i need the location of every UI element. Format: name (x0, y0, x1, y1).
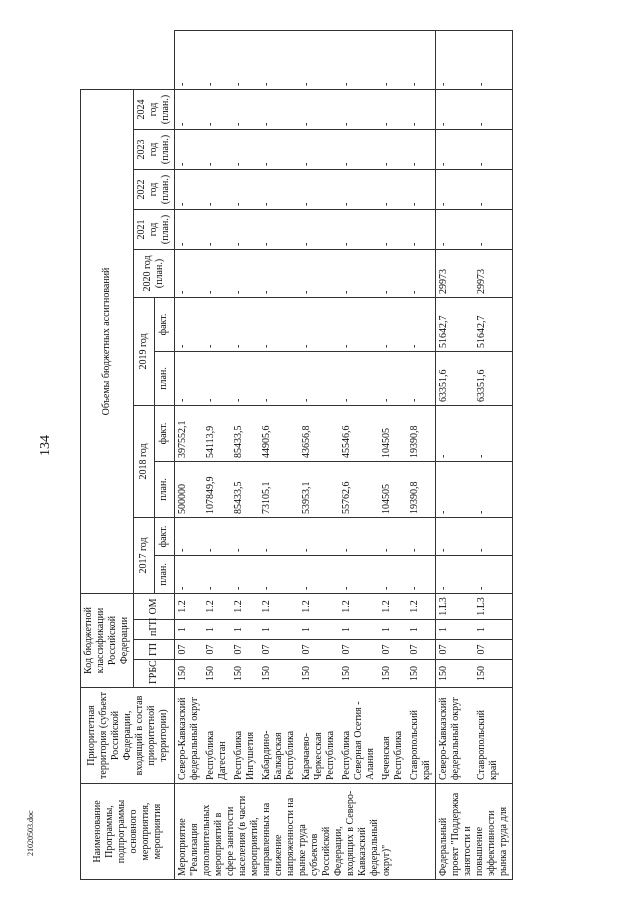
value-cell: 51642,7 (436, 297, 475, 351)
value-cell: - (436, 89, 475, 129)
table-row (339, 31, 379, 880)
value-cell: - (259, 89, 299, 129)
value-cell: 45546,6 (339, 405, 379, 461)
value-cell: - (339, 351, 379, 405)
om-cell: 1.L3 (474, 593, 513, 619)
header-name: Наименование Программы, подпрограммы основного мероприятия, мероприятия (81, 784, 175, 880)
value-cell: - (474, 555, 513, 593)
value-cell: - (259, 209, 299, 249)
gp-cell: 07 (474, 640, 513, 660)
header-2019-plan: план. (154, 351, 175, 405)
value-cell: - (379, 555, 407, 593)
pgp-cell: 1 (259, 620, 299, 640)
value-cell: - (339, 209, 379, 249)
table-row (203, 31, 231, 880)
value-cell: - (203, 89, 231, 129)
pgp-cell: 1 (474, 620, 513, 640)
header-2018: 2018 год (134, 405, 155, 517)
value-cell: - (436, 461, 475, 517)
territory-cell: Республика Северная Осетия - Алания (339, 688, 379, 784)
value-cell: - (436, 405, 475, 461)
value-cell: - (203, 169, 231, 209)
table-row (231, 31, 259, 880)
value-cell: - (436, 555, 475, 593)
value-cell: - (436, 129, 475, 169)
value-cell: - (175, 297, 204, 351)
value-cell: - (231, 249, 259, 297)
header-budget: Объемы бюджетных ассигнований (81, 89, 134, 593)
value-cell: - (175, 351, 204, 405)
value-cell: - (474, 209, 513, 249)
value-cell: - (407, 297, 436, 351)
table-row (407, 31, 436, 880)
om-cell: 1.2 (259, 593, 299, 619)
value-cell: - (231, 555, 259, 593)
value-cell: - (175, 249, 204, 297)
table-row (299, 31, 339, 880)
om-cell: 1.2 (175, 593, 204, 619)
row-name-cell: Мероприятие "Реализация дополнительных мероприятий в сфере занятости населения (в части мероприятий, направленных на снижение напряженности на рынке труда субъектов Российской Федерации, входящих в Северо-Кавказский федеральный округ)" (175, 784, 436, 880)
grbs-cell: 150 (299, 660, 339, 688)
value-cell: 54113,9 (203, 405, 231, 461)
value-cell: - (259, 129, 299, 169)
territory-cell: Республика Ингушетия (231, 688, 259, 784)
value-cell: - (407, 517, 436, 555)
value-cell: 63351,6 (436, 351, 475, 405)
value-cell: - (379, 209, 407, 249)
pgp-cell: 1 (379, 620, 407, 640)
gp-cell: 07 (436, 640, 475, 660)
value-cell: - (407, 169, 436, 209)
gp-cell: 07 (259, 640, 299, 660)
value-cell: - (379, 249, 407, 297)
territory-cell: Карачаево-Черкесская Республика (299, 688, 339, 784)
grbs-cell: 150 (436, 660, 475, 688)
value-cell: - (474, 517, 513, 555)
gp-cell: 07 (379, 640, 407, 660)
pgp-cell: 1 (175, 620, 204, 640)
header-2020: 2020 год (план.) (134, 249, 175, 297)
value-cell: 51642,7 (474, 297, 513, 351)
value-cell: - (203, 31, 231, 90)
om-cell: 1.2 (407, 593, 436, 619)
value-cell: - (339, 249, 379, 297)
value-cell: - (259, 517, 299, 555)
gp-cell: 07 (299, 640, 339, 660)
table-body (175, 31, 513, 880)
pgp-cell: 1 (231, 620, 259, 640)
table-row (175, 31, 204, 880)
value-cell: - (474, 129, 513, 169)
value-cell: - (175, 209, 204, 249)
value-cell: 55762,6 (339, 461, 379, 517)
gp-cell: 07 (407, 640, 436, 660)
value-cell: - (259, 555, 299, 593)
value-cell: 19390,8 (407, 405, 436, 461)
grbs-cell: 150 (474, 660, 513, 688)
pgp-cell: 1 (407, 620, 436, 640)
budget-table (80, 30, 513, 880)
value-cell: - (299, 351, 339, 405)
header-2022: 2022 год (план.) (134, 169, 175, 209)
value-cell: 29973 (436, 249, 475, 297)
value-cell: - (299, 89, 339, 129)
header-territory: Приоритетная территория (субъект Российской Федерации, входящий в состав приоритетной территории) (81, 688, 175, 784)
header-2023: 2023 год (план.) (134, 129, 175, 169)
value-cell: - (299, 517, 339, 555)
value-cell: - (299, 297, 339, 351)
page-number: 134 (38, 435, 53, 456)
header-gp: ГП (134, 640, 175, 660)
value-cell: - (407, 89, 436, 129)
value-cell: - (203, 351, 231, 405)
value-cell: - (474, 31, 513, 90)
header-2019: 2019 год (134, 297, 155, 405)
value-cell: - (407, 209, 436, 249)
value-cell: - (203, 129, 231, 169)
territory-cell: Республика Дагестан (203, 688, 231, 784)
value-cell: - (231, 517, 259, 555)
gp-cell: 07 (203, 640, 231, 660)
value-cell: - (175, 129, 204, 169)
value-cell: - (379, 351, 407, 405)
value-cell: - (407, 555, 436, 593)
value-cell: - (175, 31, 204, 90)
value-cell: - (175, 169, 204, 209)
table-row (436, 31, 475, 880)
value-cell: - (203, 209, 231, 249)
value-cell: - (407, 351, 436, 405)
value-cell: - (436, 31, 475, 90)
value-cell: 44905,6 (259, 405, 299, 461)
value-cell: - (203, 249, 231, 297)
value-cell: - (379, 129, 407, 169)
value-cell: - (299, 209, 339, 249)
value-cell: - (259, 31, 299, 90)
value-cell: 19390,8 (407, 461, 436, 517)
value-cell: - (339, 517, 379, 555)
value-cell: - (259, 169, 299, 209)
header-2017: 2017 год (134, 517, 155, 593)
header-2021: 2021 год (план.) (134, 209, 175, 249)
gp-cell: 07 (339, 640, 379, 660)
value-cell: - (339, 89, 379, 129)
value-cell: 29973 (474, 249, 513, 297)
om-cell: 1.2 (339, 593, 379, 619)
pgp-cell: 1 (203, 620, 231, 640)
value-cell: - (379, 31, 407, 90)
value-cell: - (299, 169, 339, 209)
value-cell: - (231, 169, 259, 209)
value-cell: - (231, 89, 259, 129)
value-cell: - (231, 31, 259, 90)
header-2018-plan: план. (154, 461, 175, 517)
value-cell: - (339, 297, 379, 351)
value-cell: - (474, 89, 513, 129)
value-cell: - (203, 517, 231, 555)
value-cell: 43656,8 (299, 405, 339, 461)
grbs-cell: 150 (175, 660, 204, 688)
value-cell: - (175, 89, 204, 129)
header-2017-plan: план. (154, 555, 175, 593)
value-cell: - (259, 351, 299, 405)
value-cell: 104505 (379, 405, 407, 461)
grbs-cell: 150 (203, 660, 231, 688)
header-pgp: пГП (134, 620, 175, 640)
territory-cell: Ставропольский край (407, 688, 436, 784)
value-cell: - (407, 129, 436, 169)
pgp-cell: 1 (436, 620, 475, 640)
pgp-cell: 1 (339, 620, 379, 640)
value-cell: - (474, 169, 513, 209)
territory-cell: Ставропольский край (474, 688, 513, 784)
grbs-cell: 150 (379, 660, 407, 688)
territory-cell: Чеченская Республика (379, 688, 407, 784)
om-cell: 1.2 (299, 593, 339, 619)
value-cell: 85433,5 (231, 405, 259, 461)
value-cell: - (259, 249, 299, 297)
grbs-cell: 150 (339, 660, 379, 688)
header-2018-fact: факт. (154, 405, 175, 461)
value-cell: 104505 (379, 461, 407, 517)
value-cell: - (436, 209, 475, 249)
gp-cell: 07 (231, 640, 259, 660)
value-cell: - (339, 555, 379, 593)
territory-cell: Северо-Кавказский федеральный округ (436, 688, 475, 784)
value-cell: - (231, 129, 259, 169)
value-cell: 85433,5 (231, 461, 259, 517)
value-cell: - (339, 129, 379, 169)
value-cell: - (231, 209, 259, 249)
value-cell: - (407, 31, 436, 90)
om-cell: 1.2 (231, 593, 259, 619)
value-cell: - (407, 249, 436, 297)
value-cell: - (379, 297, 407, 351)
gp-cell: 07 (175, 640, 204, 660)
pgp-cell: 1 (299, 620, 339, 640)
value-cell: - (436, 517, 475, 555)
value-cell: - (231, 297, 259, 351)
value-cell: - (474, 405, 513, 461)
table-row (259, 31, 299, 880)
value-cell: 107849,9 (203, 461, 231, 517)
value-cell: 53953,1 (299, 461, 339, 517)
grbs-cell: 150 (231, 660, 259, 688)
rotated-sheet (80, 30, 580, 880)
om-cell: 1.2 (203, 593, 231, 619)
value-cell: - (436, 169, 475, 209)
value-cell: - (474, 461, 513, 517)
value-cell: - (175, 517, 204, 555)
value-cell: - (299, 555, 339, 593)
value-cell: - (203, 297, 231, 351)
value-cell: - (379, 89, 407, 129)
footer-filename: 21020503.doc (26, 810, 35, 856)
om-cell: 1.L3 (436, 593, 475, 619)
value-cell: - (379, 517, 407, 555)
value-cell: - (259, 297, 299, 351)
value-cell: - (231, 351, 259, 405)
value-cell: - (379, 169, 407, 209)
grbs-cell: 150 (259, 660, 299, 688)
value-cell: - (299, 249, 339, 297)
header-om: ОМ (134, 593, 175, 619)
value-cell: 500000 (175, 461, 204, 517)
value-cell: 63351,6 (474, 351, 513, 405)
territory-cell: Северо-Кавказский федеральный округ (175, 688, 204, 784)
value-cell: 73105,1 (259, 461, 299, 517)
header-code: Код бюджетной классификации Российской Федерации (81, 593, 134, 687)
value-cell: - (203, 555, 231, 593)
row-name-cell: Федеральный проект "Поддержка занятости и повышение эффективности рынка труда для (436, 784, 513, 880)
value-cell: - (299, 31, 339, 90)
header-2017-fact: факт. (154, 517, 175, 555)
value-cell: - (299, 129, 339, 169)
header-2024: 2024 год (план.) (134, 89, 175, 129)
value-cell: - (175, 555, 204, 593)
territory-cell: Кабардино-Балкарская Республика (259, 688, 299, 784)
header-2019-fact: факт. (154, 297, 175, 351)
om-cell: 1.2 (379, 593, 407, 619)
table-row (474, 31, 513, 880)
grbs-cell: 150 (407, 660, 436, 688)
table-row (379, 31, 407, 880)
header-grbs: ГРБС (134, 660, 175, 688)
value-cell: - (339, 31, 379, 90)
value-cell: - (339, 169, 379, 209)
value-cell: 397552,1 (175, 405, 204, 461)
